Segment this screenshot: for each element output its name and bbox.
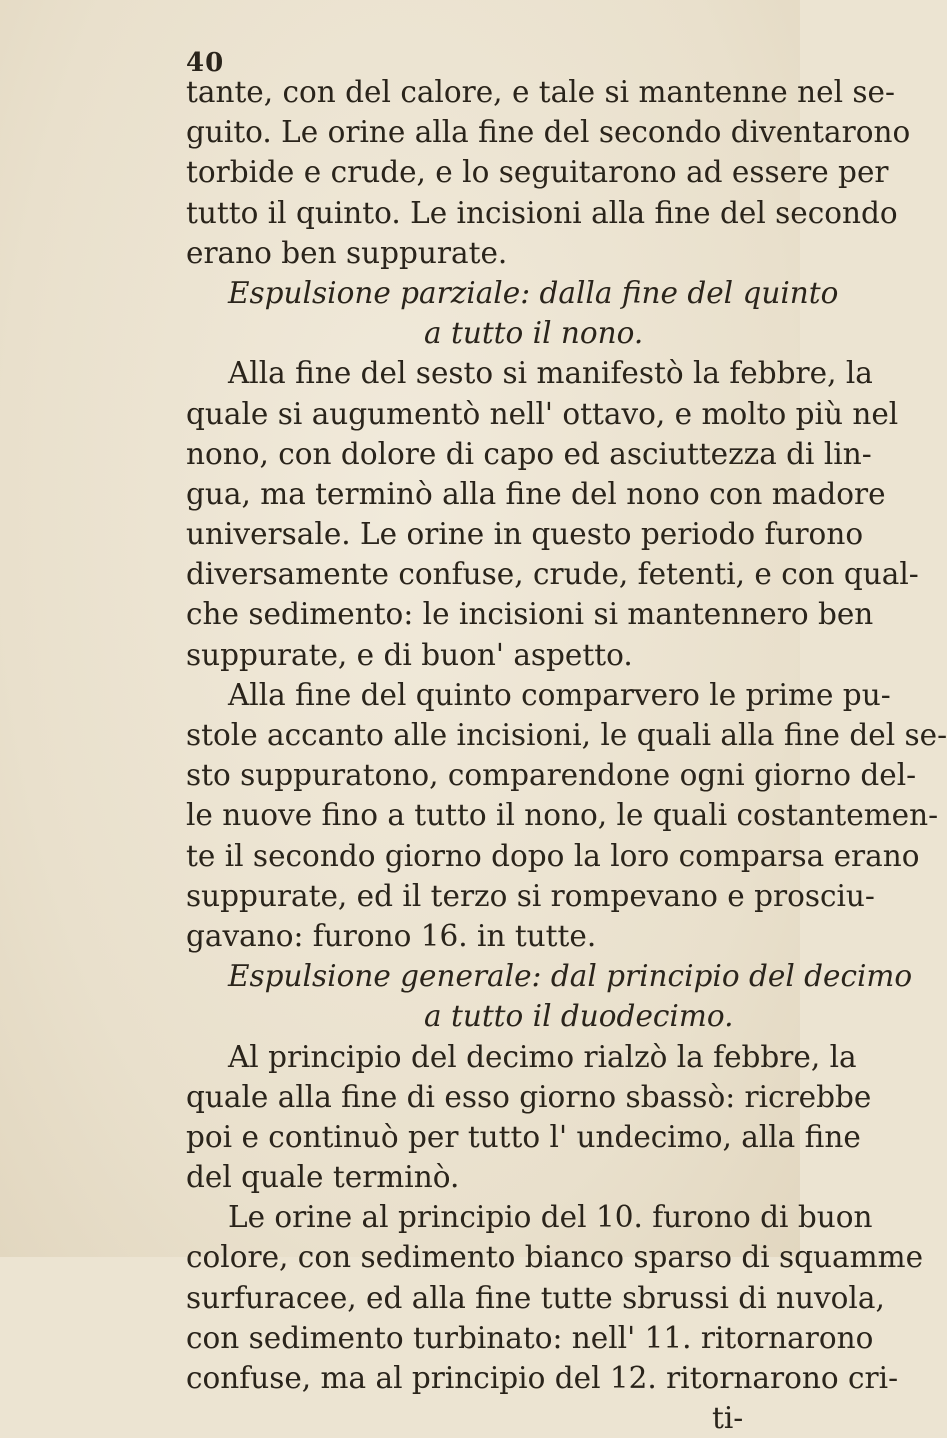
text-line: del quale terminò. [186, 1160, 460, 1195]
text-line: sto suppuratono, comparendone ogni giorno del- [186, 758, 917, 793]
text-line: con sedimento turbinato: nell' 11. ritornarono [186, 1320, 874, 1355]
section-heading: Espulsione generale: dal principio del decimo [228, 959, 913, 994]
text-line: tutto il quinto. Le incisioni alla fine del secondo [186, 195, 898, 230]
text-line: colore, con sedimento bianco sparso di squamme [186, 1240, 924, 1275]
text-line: poi e continuò per tutto l' undecimo, alla fine [186, 1119, 861, 1154]
text-line: te il secondo giorno dopo la loro comparsa erano [186, 838, 920, 873]
text-line: guito. Le orine alla fine del secondo diventarono [186, 115, 911, 150]
paragraph-start: Le orine al principio del 10. furono di buon [228, 1200, 873, 1235]
page-text [186, 72, 947, 1438]
paragraph-start: Alla fine del quinto comparvero le prime pu- [228, 677, 891, 712]
text-line: quale si augumentò nell' ottavo, e molto più nel [186, 396, 899, 431]
text-line: quale alla fine di esso giorno sbassò: ricrebbe [186, 1079, 872, 1114]
section-heading-continued: a tutto il duodecimo. [424, 999, 734, 1034]
catchword: ti- [712, 1401, 744, 1436]
text-line: confuse, ma al principio del 12. ritornarono cri- [186, 1361, 899, 1395]
page-number: 40 [186, 48, 225, 78]
text-line: diversamente confuse, crude, fetenti, e con qual- [186, 557, 919, 592]
text-line: universale. Le orine in questo periodo furono [186, 517, 864, 552]
text-line: tante, con del calore, e tale si mantenne nel se- [186, 75, 895, 109]
text-line: suppurate, e di buon' aspetto. [186, 637, 633, 672]
text-line: torbide e crude, e lo seguitarono ad essere per [186, 155, 889, 190]
section-heading-continued: a tutto il nono. [424, 316, 644, 351]
text-line: che sedimento: le incisioni si mantennero ben [186, 597, 874, 632]
text-line: stole accanto alle incisioni, le quali alla fine del se- [186, 718, 947, 752]
text-line: surfuracee, ed alla fine tutte sbrussi di nuvola, [186, 1280, 885, 1315]
section-heading: Espulsione parziale: dalla fine del quinto [228, 275, 839, 310]
text-line: gua, ma terminò alla fine del nono con madore [186, 476, 886, 511]
text-line: nono, con dolore di capo ed asciuttezza di lin- [186, 436, 872, 471]
text-line: erano ben suppurate. [186, 235, 508, 270]
text-line: le nuove fino a tutto il nono, le quali costantemen- [186, 798, 939, 833]
paragraph-start: Alla fine del sesto si manifestò la febbre, la [228, 356, 873, 391]
text-line: gavano: furono 16. in tutte. [186, 918, 597, 953]
paragraph-start: Al principio del decimo rialzò la febbre, la [228, 1039, 857, 1074]
text-line: suppurate, ed il terzo si rompevano e prosciu- [186, 878, 875, 913]
